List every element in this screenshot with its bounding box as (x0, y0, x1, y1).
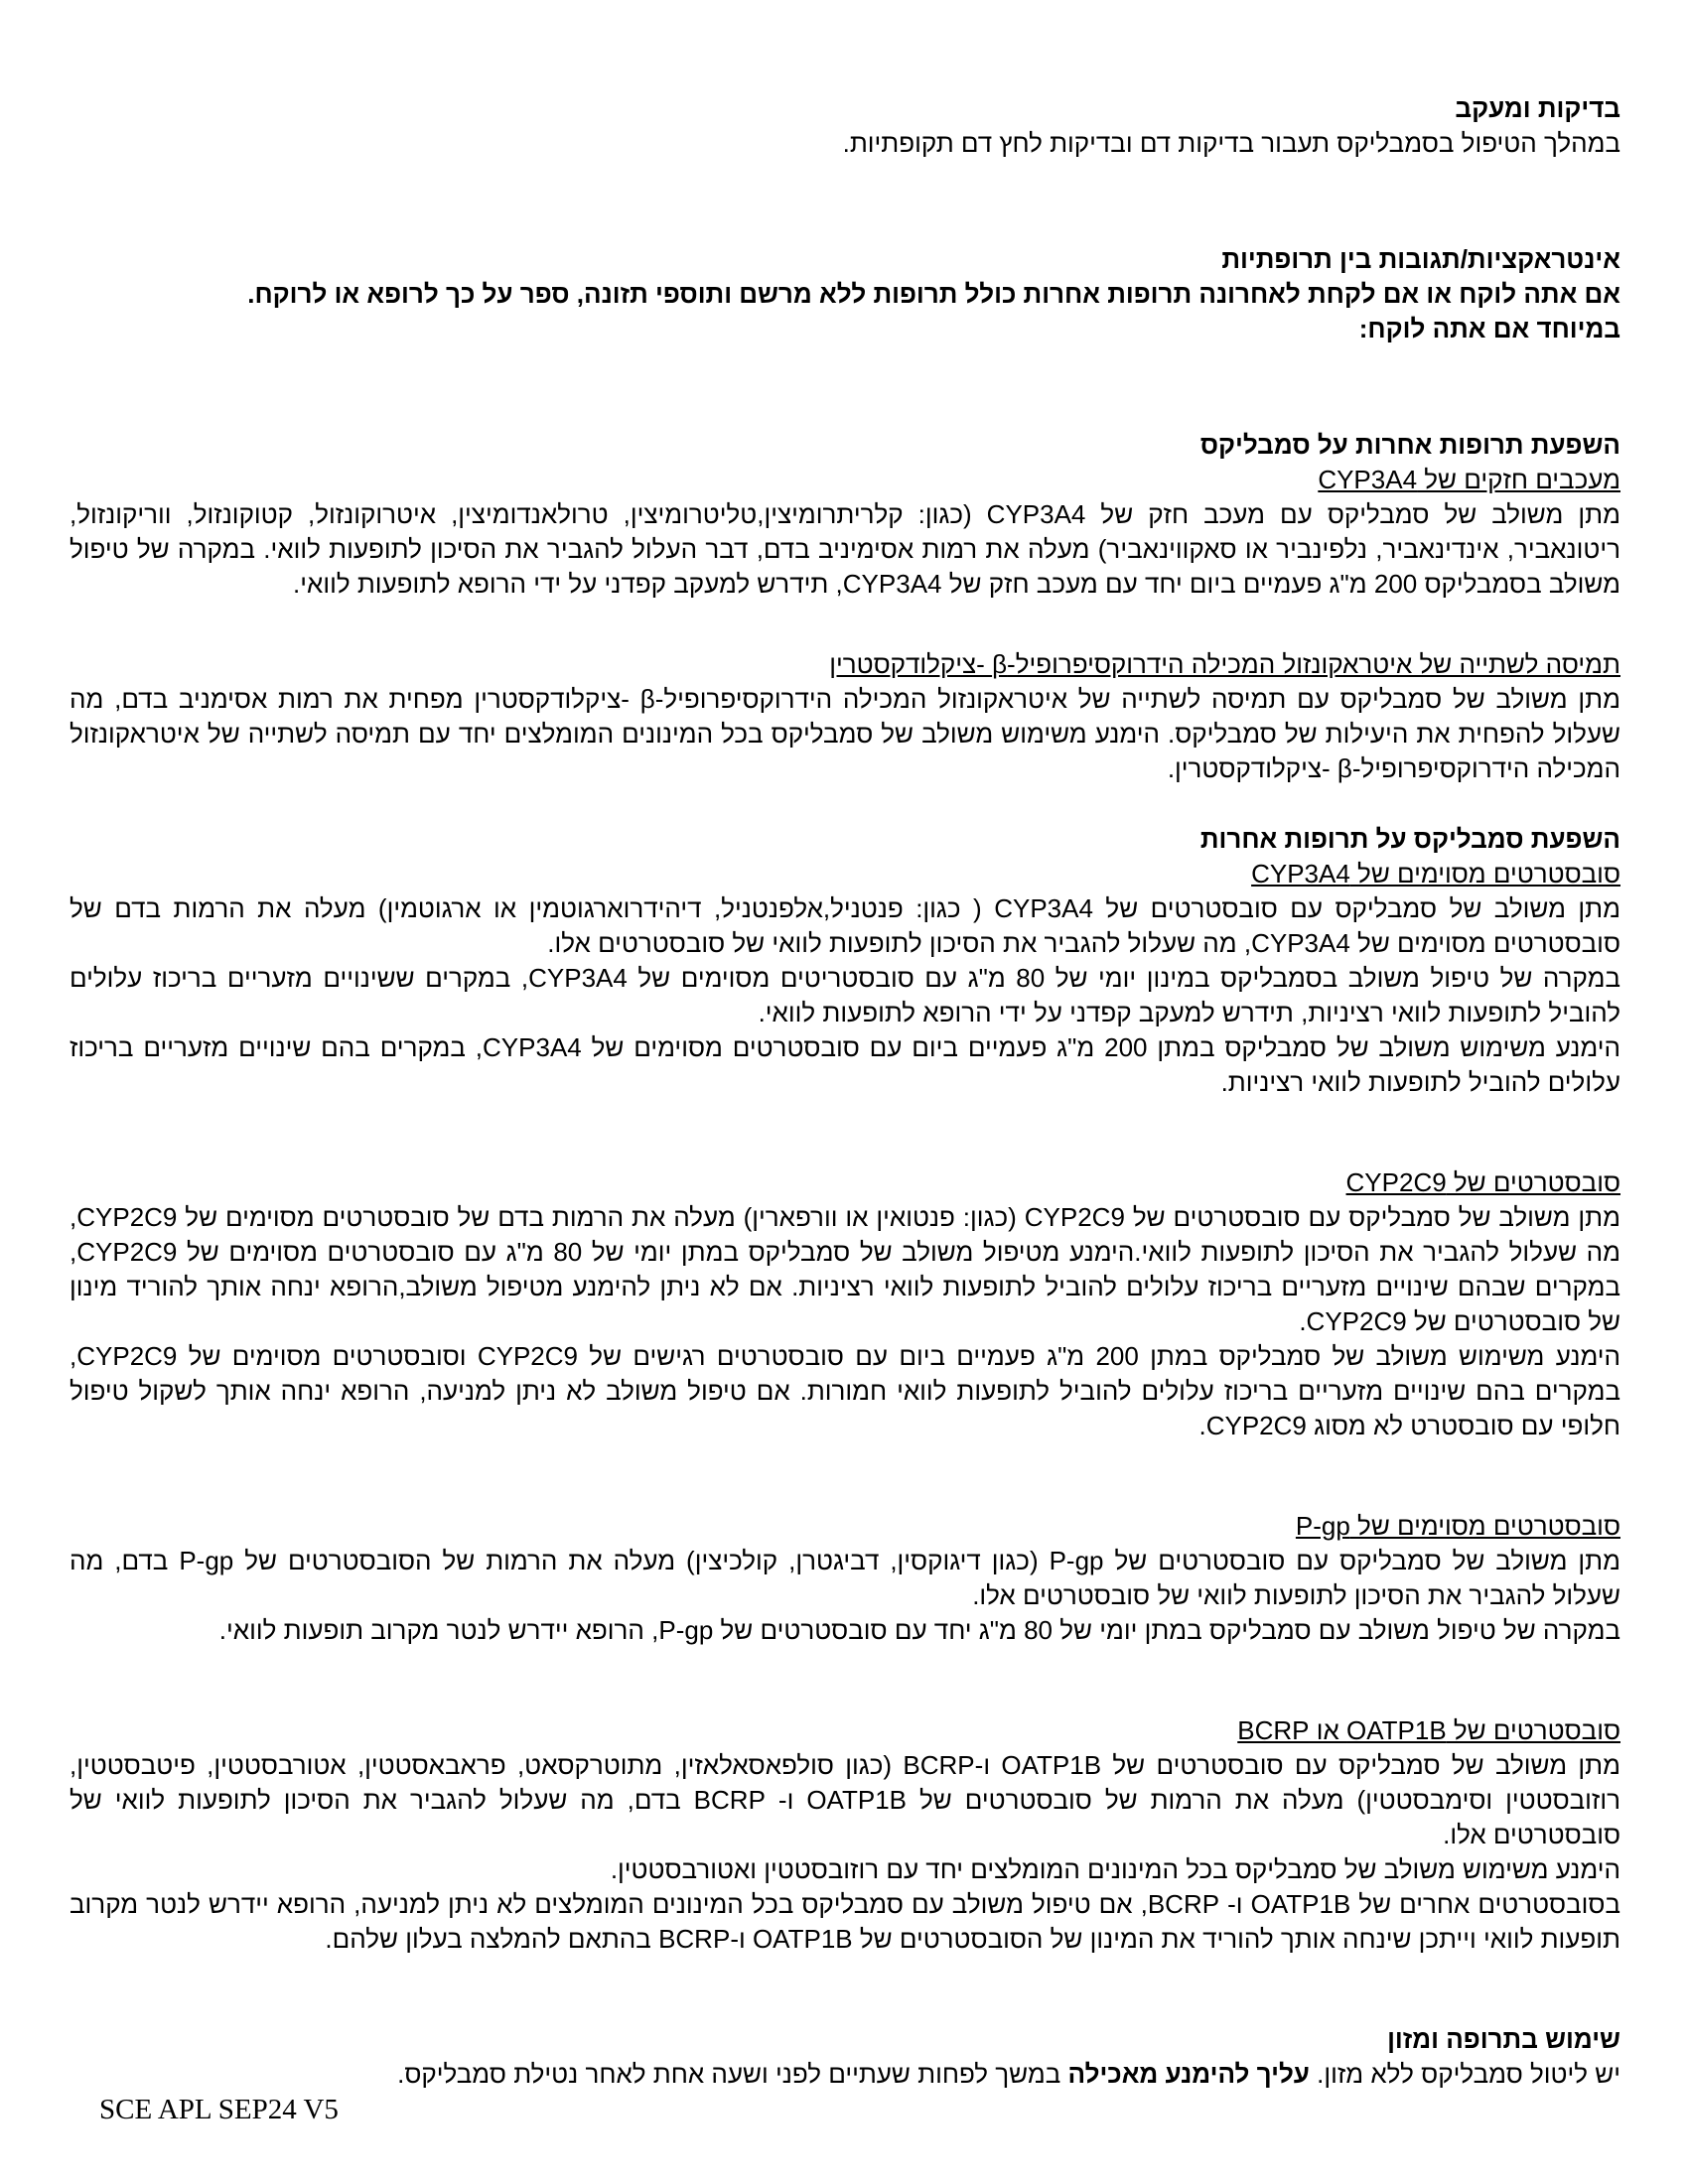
drug-and-food-text (70, 2057, 1620, 2092)
section-drug-and-food-heading: שימוש בתרופה ומזון (1387, 2024, 1620, 2054)
cyp3a4-substrates-text-3: הימנע משימוש משולב של סמבליקס במתן 200 מ"ג פעמיים ביום עם סובסטרטים מסוימים של CYP3A4, במקרים בהם שינויים מזעריים בריכוז עלולים להוביל לתופעות לוואי רציניות. (70, 1032, 1621, 1097)
section-semblix-on-other-drugs-heading: השפעת סמבליקס על תרופות אחרות (1199, 824, 1620, 854)
interactions-warning-text: אם אתה לוקח או אם לקחת לאחרונה תרופות אחרות כולל תרופות ללא מרשם ותוספי תזונה, ספר על כך לרופא או לרוקח. (247, 279, 1620, 309)
oatp1b-bcrp-substrates-text-1: מתן משולב של סמבליקס עם סובסטרטים של OATP1B ו-BCRP (כגון סולפאסאלאזין, מתוטרקסאט, פראבאסטטין, אטורבסטטין, פיטבסטטין, רוזובסטטין וסימבסטטין) מעלה את הרמות של סובסטרטים של OATP1B ו- BCRP בדם, מה שעלול להגביר את הסיכון לתופעות לוואי של סובסטרטים אלו. (70, 1750, 1621, 1849)
document-version-footer: SCE APL SEP24 V5 (99, 2094, 339, 2125)
cyp2c9-substrates-text-2: הימנע משימוש משולב של סמבליקס במתן 200 מ"ג פעמיים ביום עם סובסטרטים רגישים של CYP2C9 וסובסטרטים מסוימים של CYP2C9, במקרים בהם שינויים מזעריים בריכוז עלולים להוביל לתופעות לוואי חמורות. אם טיפול משולב לא ניתן למניעה, הרופא ינחה אותך לשקול טיפול חלופי עם סובסטרט לא מסוג CYP2C9. (70, 1341, 1621, 1440)
oatp1b-bcrp-substrates-text-3: בסובסטרטים אחרים של OATP1B ו- BCRP, אם טיפול משולב עם סמבליקס בכל המינונים המומלצים לא ניתן למניעה, הרופא יידרש לנטר מקרוב תופעות לוואי וייתכן שינחה אותך להוריד את המינון של הסובסטרטים של OATP1B ו-BCRP בהתאם להמלצה בעלון שלהם. (70, 1889, 1621, 1954)
cyp3a4-substrates-text-1: מתן משולב של סמבליקס עם סובסטרטים של CYP3A4 ( כגון: פנטניל,אלפנטניל, דיהידרוארגוטמין או ארגוטמין) מעלה את הרמות בדם של סובסטרטים מסוימים של CYP3A4, מה שעלול להגביר את הסיכון לתופעות לוואי של סובסטרטים אלו. (70, 893, 1621, 958)
cyp3a4-substrates-subheading: סובסטרטים מסוימים של CYP3A4 (1251, 859, 1620, 888)
drug-and-food-text-avoid-eating: עליך להימנע מאכילה (1067, 2059, 1310, 2089)
cyp3a4-strong-inhibitors-subheading: מעכבים חזקים של CYP3A4 (1318, 465, 1620, 494)
interactions-specifically-text: במיוחד אם אתה לוקח: (1358, 314, 1620, 343)
cyp2c9-substrates-text-1: מתן משולב של סמבליקס עם סובסטרטים של CYP2C9 (כגון: פנטואין או וורפארין) מעלה את הרמות בדם של סובסטרטים מסוימים של CYP2C9, מה שעלול להגביר את הסיכון לתופעות לוואי.הימנע מטיפול משולב של סמבליקס במתן יומי של 80 מ"ג עם סובסטרטים מסוימים של CYP2C9, במקרים שבהם שינויים מזעריים בריכוז עלולים להוביל לתופעות לוואי רציניות. אם לא ניתן להימנע מטיפול משולב,הרופא ינחה אותך להוריד מינון של סובסטרטים של CYP2C9. (70, 1202, 1620, 1336)
oatp1b-bcrp-substrates-text-2: הימנע משימוש משולב של סמבליקס בכל המינונים המומלצים יחד עם רוזובסטטין ואטורבסטטין. (610, 1854, 1620, 1884)
itraconazole-solution-subheading: תמיסה לשתייה של איטראקונזול המכילה הידרוקסיפרופיל-β -ציקלודקסטרין (829, 649, 1620, 679)
drug-and-food-text-end: במשך לפחות שעתיים לפני ושעה אחת לאחר נטילת סמבליקס. (397, 2059, 1068, 2089)
cyp2c9-substrates-subheading: סובסטרטים של CYP2C9 (1345, 1167, 1620, 1197)
section-drug-interactions-heading: אינטראקציות/תגובות בין תרופתיות (1221, 244, 1620, 274)
section-tests-monitoring-heading: בדיקות ומעקב (1455, 93, 1620, 123)
oatp1b-bcrp-substrates-subheading: סובסטרטים של OATP1B או BCRP (1237, 1715, 1620, 1745)
tests-monitoring-text: במהלך הטיפול בסמבליקס תעבור בדיקות דם ובדיקות לחץ דם תקופתיות. (842, 128, 1620, 158)
itraconazole-solution-text: מתן משולב של סמבליקס עם תמיסה לשתייה של איטראקונזול המכילה הידרוקסיפרופיל-β -ציקלודקסטרין מפחית את רמות אסימניב בדם, מה שעלול להפחית את היעילות של סמבליקס. הימנע משימוש משולב של סמבליקס בכל המינונים המומלצים יחד עם תמיסה לשתייה של איטראקונזול המכילה הידרוקסיפרופיל-β -ציקלודקסטרין. (70, 684, 1620, 783)
pgp-substrates-text-2: במקרה של טיפול משולב עם סמבליקס במתן יומי של 80 מ"ג יחד עם סובסטרטים של P-gp, הרופא יידרש לנטר מקרוב תופעות לוואי. (218, 1615, 1620, 1645)
pgp-substrates-text-1: מתן משולב של סמבליקס עם סובסטרטים של P-gp (כגון דיגוקסין, דביגטרן, קולכיצין) מעלה את הרמות של הסובסטרטים של P-gp בדם, מה שעלול להגביר את הסיכון לתופעות לוואי של סובסטרטים אלו. (70, 1546, 1621, 1610)
cyp3a4-substrates-text-2: במקרה של טיפול משולב בסמבליקס במינון יומי של 80 מ"ג עם סובסטריטים מסוימים של CYP3A4, במקרים ששינויים מזעריים בריכוז עלולים להוביל לתופעות לוואי רציניות, תידרש למעקב קפדני על ידי הרופא לתופעות לוואי. (70, 963, 1620, 1027)
cyp3a4-strong-inhibitors-text: מתן משולב של סמבליקס עם מעכב חזק של CYP3A4 (כגון: קלריתרומיצין,טליטרומיצין, טרולאנדומיצין, איטרוקונזול, קטוקונזול, ווריקונזול, ריטונאביר, אינדינאביר, נלפינביר או סאקווינאביר) מעלה את רמות אסימיניב בדם, דבר העלול להגביר את הסיכון לתופעות לוואי. במקרה של טיפול משולב בסמבליקס 200 מ"ג פעמיים ביום יחד עם מעכב חזק של CYP3A4, תידרש למעקב קפדני על ידי הרופא לתופעות לוואי. (70, 499, 1620, 599)
drug-and-food-text-start: יש ליטול סמבליקס ללא מזון. (1309, 2059, 1620, 2089)
pgp-substrates-subheading: סובסטרטים מסוימים של P-gp (1295, 1511, 1620, 1541)
section-other-drugs-on-semblix-heading: השפעת תרופות אחרות על סמבליקס (1199, 430, 1620, 460)
